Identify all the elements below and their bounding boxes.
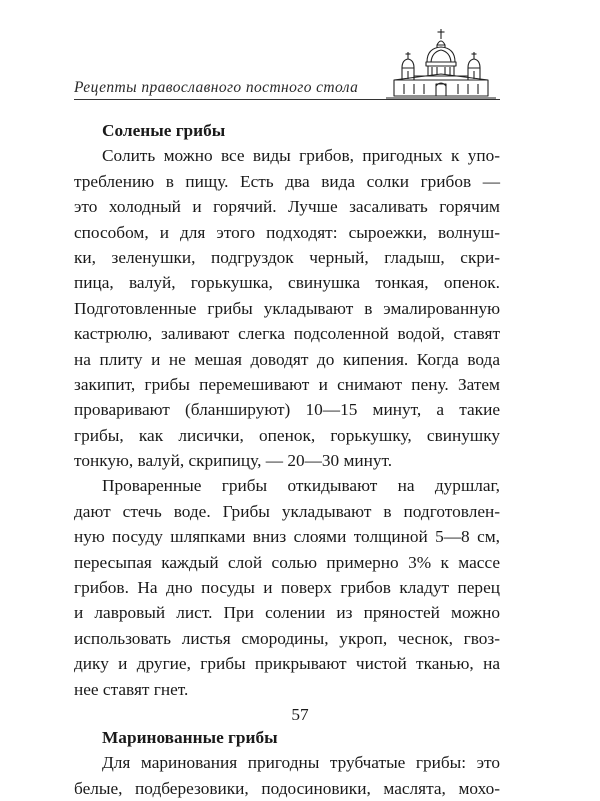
text-line: пица, валуй, горькушка, свинушка тонкая, опенок. — [74, 273, 500, 293]
cathedral-icon — [382, 28, 500, 100]
header-title: Рецепты православного постного стола — [74, 79, 359, 96]
page-body — [74, 118, 500, 801]
text-line: дают стечь воде. Грибы укладывают в подготовлен- — [74, 501, 500, 521]
text-line: нее ставят гнет. — [74, 679, 189, 699]
text-line: белые, подберезовики, подосиновики, маслята, мохо- — [74, 778, 500, 798]
text-line: закипит, грибы перемешивают и снимают пену. Затем — [74, 374, 500, 394]
text-line: треблению в пищу. Есть два вида солки грибов — — [74, 171, 500, 191]
text-line: это холодный и горячий. Лучше засаливать горячим — [74, 197, 500, 217]
text-line: на плиту и не мешая доводят до кипения. Когда вода — [74, 349, 500, 369]
text-line: ки, зеленушки, подгруздок черный, гладыш, скри- — [74, 247, 500, 267]
section-heading: Соленые грибы — [102, 121, 226, 140]
text-line: использовать листья смородины, укроп, чеснок, гвоз- — [74, 628, 500, 648]
page-number: 57 — [291, 705, 309, 724]
text-line: Подготовленные грибы укладывают в эмалированную — [74, 298, 500, 318]
text-line: пересыпая каждый слой солью примерно 3% к массе — [74, 552, 500, 572]
text-line: дику и другие, грибы прикрывают чистой тканью, на — [74, 654, 500, 674]
text-line: проваривают (бланшируют) 10—15 минут, а такие — [74, 400, 500, 420]
text-line: Для маринования пригодны трубчатые грибы: это — [102, 753, 500, 773]
running-header — [74, 28, 500, 102]
text-line: Солить можно все виды грибов, пригодных к упо- — [102, 146, 500, 166]
section-heading: Маринованные грибы — [102, 727, 278, 747]
text-line: Проваренные грибы откидывают на дуршлаг, — [102, 476, 500, 496]
text-line: и лавровый лист. При солении из пряностей можно — [74, 603, 500, 623]
text-line: способом, и для этого подходят: сыроежки, волнуш- — [74, 222, 500, 242]
text-line: ную посуду шляпками вниз слоями толщиной 5—8 см, — [74, 527, 500, 547]
text-line: кастрюлю, заливают слегка подсоленной водой, ставят — [74, 324, 500, 344]
text-line: грибы, как лисички, опенок, горькушку, свинушку — [74, 425, 500, 445]
text-line: грибов. На дно посуды и поверх грибов кладут перец — [74, 578, 500, 598]
text-line: тонкую, валуй, скрипицу, — 20—30 минут. — [74, 451, 393, 471]
